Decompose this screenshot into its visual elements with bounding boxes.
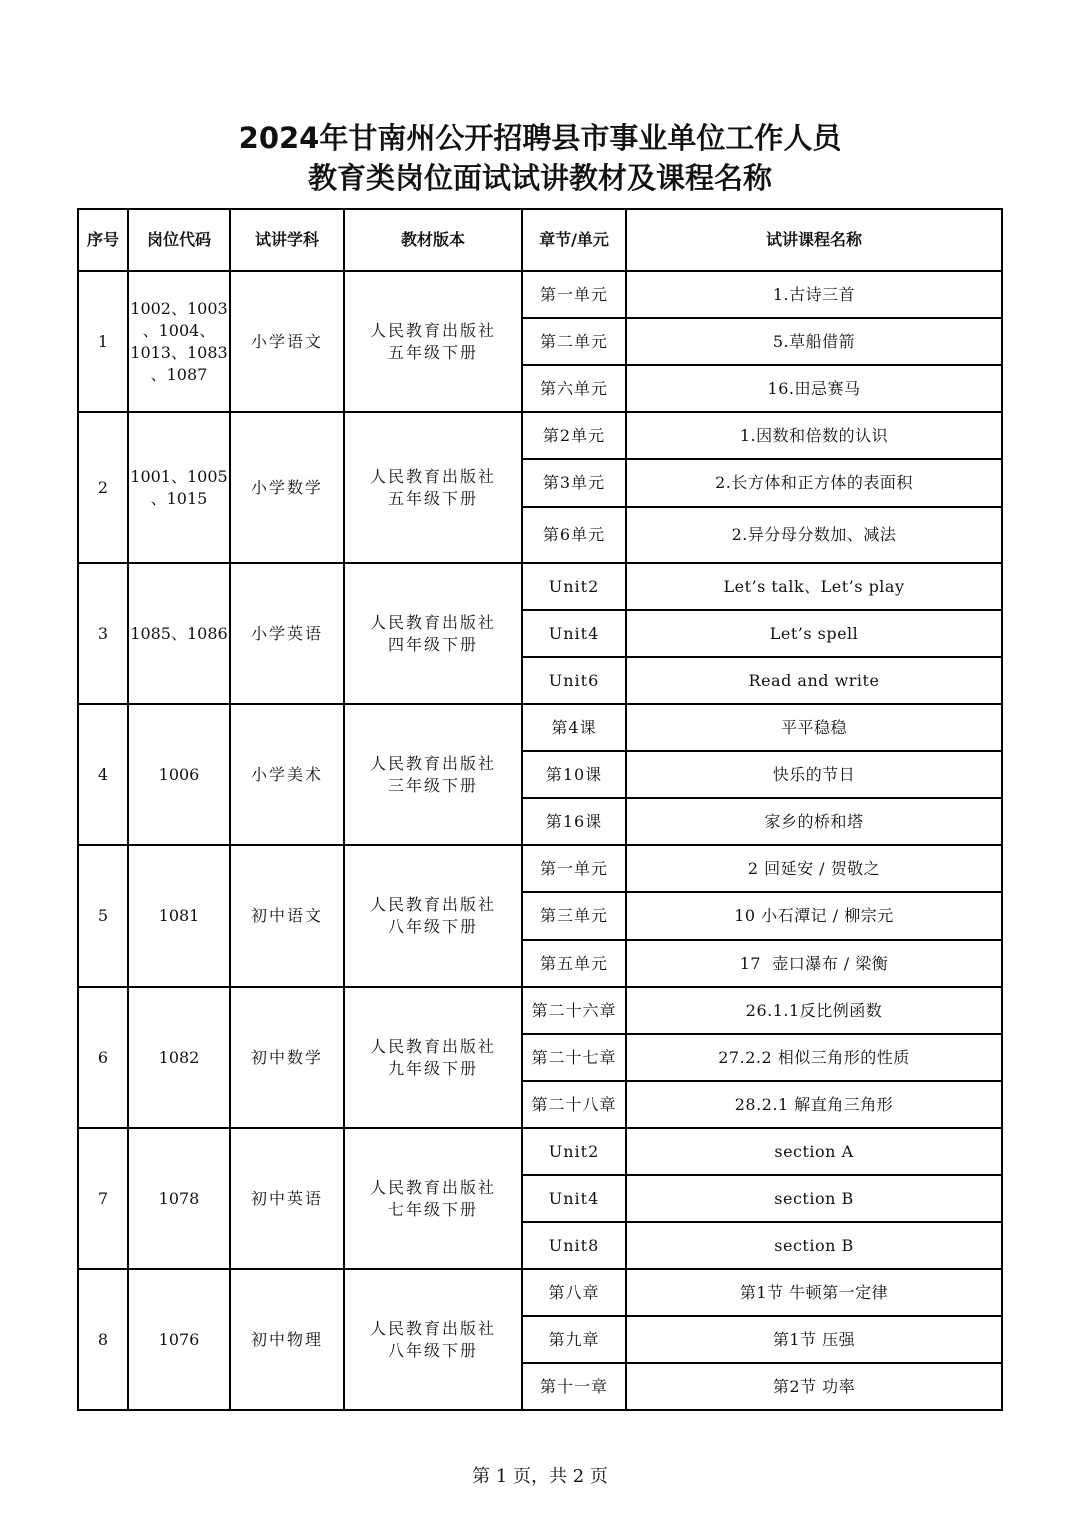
post-code-line: 1001、1005 <box>130 466 228 486</box>
document-title-line-1: 2024年甘南州公开招聘县市事业单位工作人员 <box>238 121 842 155</box>
cell-chapter: Unit2 <box>522 1128 626 1175</box>
cell-course-name: 2.长方体和正方体的表面积 <box>626 459 1002 507</box>
cell-textbook <box>344 845 522 987</box>
post-code-line: 1082 <box>158 1047 200 1067</box>
textbook-line: 八年级下册 <box>387 1340 478 1360</box>
cell-post-code <box>128 563 230 704</box>
cell-chapter: 第一单元 <box>522 271 626 318</box>
post-code-line: 、1015 <box>150 488 208 508</box>
cell-course-name: 第2节 功率 <box>626 1363 1002 1410</box>
cell-textbook <box>344 271 522 412</box>
cell-chapter: Unit8 <box>522 1222 626 1269</box>
textbook-line: 人民教育出版社 <box>369 1177 496 1197</box>
cell-course-name: 第1节 压强 <box>626 1316 1002 1363</box>
cell-chapter: Unit4 <box>522 1175 626 1222</box>
cell-course-name: section A <box>626 1128 1002 1175</box>
post-code-line: 1085、1086 <box>130 623 228 643</box>
textbook-line: 人民教育出版社 <box>369 1318 496 1338</box>
textbook-line: 七年级下册 <box>387 1199 478 1219</box>
cell-course-name: 1.因数和倍数的认识 <box>626 412 1002 459</box>
cell-serial: 2 <box>78 412 128 563</box>
cell-post-code <box>128 1128 230 1269</box>
table-row <box>78 1128 1002 1175</box>
header-subject: 试讲学科 <box>230 209 344 271</box>
table-row <box>78 412 1002 459</box>
table-row <box>78 1269 1002 1316</box>
header-serial: 序号 <box>78 209 128 271</box>
cell-course-name: 2.异分母分数加、减法 <box>626 507 1002 563</box>
cell-post-code <box>128 1269 230 1410</box>
cell-textbook <box>344 1269 522 1410</box>
cell-serial: 7 <box>78 1128 128 1269</box>
cell-chapter: 第3单元 <box>522 459 626 507</box>
cell-course-name: section B <box>626 1222 1002 1269</box>
cell-course-name: 平平稳稳 <box>626 704 1002 751</box>
cell-subject: 小学英语 <box>230 563 344 704</box>
post-code-line: 1081 <box>158 906 200 925</box>
cell-textbook <box>344 1128 522 1269</box>
header-textbook: 教材版本 <box>344 209 522 271</box>
table-row <box>78 271 1002 318</box>
cell-subject: 初中英语 <box>230 1128 344 1269</box>
cell-serial: 4 <box>78 704 128 845</box>
textbook-line: 三年级下册 <box>387 775 478 795</box>
cell-chapter: 第五单元 <box>522 940 626 987</box>
cell-chapter: 第一单元 <box>522 845 626 892</box>
cell-chapter: 第16课 <box>522 798 626 845</box>
cell-course-name: Let’s talk、Let’s play <box>626 563 1002 610</box>
cell-course-name: 16.田忌赛马 <box>626 365 1002 412</box>
post-code-line: 1002、1003 <box>130 298 228 318</box>
cell-post-code <box>128 412 230 563</box>
table-row <box>78 845 1002 892</box>
cell-chapter: 第二十六章 <box>522 987 626 1034</box>
cell-course-name: 27.2.2 相似三角形的性质 <box>626 1034 1002 1081</box>
post-code-line: 1076 <box>158 1329 200 1349</box>
textbook-line: 人民教育出版社 <box>369 612 496 632</box>
cell-course-name: 第1节 牛顿第一定律 <box>626 1269 1002 1316</box>
cell-serial: 6 <box>78 987 128 1128</box>
cell-post-code <box>128 704 230 845</box>
cell-post-code <box>128 271 230 412</box>
cell-course-name: 28.2.1 解直角三角形 <box>626 1081 1002 1128</box>
post-code-line: 、1004、 <box>142 320 216 340</box>
cell-course-name: 1.古诗三首 <box>626 271 1002 318</box>
cell-chapter: 第九章 <box>522 1316 626 1363</box>
cell-chapter: 第2单元 <box>522 412 626 459</box>
cell-chapter: 第六单元 <box>522 365 626 412</box>
cell-course-name: Let’s spell <box>626 610 1002 657</box>
cell-textbook <box>344 704 522 845</box>
cell-subject: 初中语文 <box>230 845 344 987</box>
cell-chapter: 第10课 <box>522 751 626 798</box>
cell-course-name: section B <box>626 1175 1002 1222</box>
document-title-line-2: 教育类岗位面试试讲教材及课程名称 <box>307 161 772 195</box>
textbook-line: 五年级下册 <box>387 488 478 508</box>
cell-course-name: 5.草船借箭 <box>626 318 1002 365</box>
cell-chapter: 第二单元 <box>522 318 626 365</box>
cell-post-code <box>128 987 230 1128</box>
cell-subject: 初中数学 <box>230 987 344 1128</box>
cell-textbook <box>344 412 522 563</box>
cell-serial: 1 <box>78 271 128 412</box>
cell-course-name: 26.1.1反比例函数 <box>626 987 1002 1034</box>
cell-chapter: 第八章 <box>522 1269 626 1316</box>
table-row <box>78 987 1002 1034</box>
cell-course-name: Read and write <box>626 657 1002 704</box>
cell-subject: 初中物理 <box>230 1269 344 1410</box>
post-code-line: 、1087 <box>150 364 208 384</box>
cell-textbook <box>344 987 522 1128</box>
post-code-line: 1078 <box>158 1188 200 1208</box>
textbook-line: 人民教育出版社 <box>369 895 496 914</box>
cell-chapter: 第6单元 <box>522 507 626 563</box>
table-body <box>78 271 1002 1410</box>
cell-chapter: 第三单元 <box>522 892 626 940</box>
textbook-line: 人民教育出版社 <box>369 320 496 340</box>
cell-subject: 小学数学 <box>230 412 344 563</box>
textbook-line: 四年级下册 <box>387 634 478 654</box>
cell-chapter: 第4课 <box>522 704 626 751</box>
table-header-row <box>78 209 1002 271</box>
cell-serial: 3 <box>78 563 128 704</box>
cell-course-name: 2 回延安 / 贺敬之 <box>626 845 1002 892</box>
cell-course-name: 10 小石潭记 / 柳宗元 <box>626 892 1002 940</box>
textbook-line: 人民教育出版社 <box>369 1036 496 1056</box>
cell-textbook <box>344 563 522 704</box>
page-footer: 第 1 页，共 2 页 <box>472 1466 608 1487</box>
textbook-line: 八年级下册 <box>387 917 478 936</box>
cell-course-name: 快乐的节日 <box>626 751 1002 798</box>
table-row <box>78 563 1002 610</box>
post-code-line: 1013、1083 <box>130 342 228 362</box>
header-course-name: 试讲课程名称 <box>626 209 1002 271</box>
cell-serial: 5 <box>78 845 128 987</box>
cell-chapter: 第二十七章 <box>522 1034 626 1081</box>
table-row <box>78 704 1002 751</box>
cell-chapter: 第二十八章 <box>522 1081 626 1128</box>
textbook-line: 人民教育出版社 <box>369 753 496 773</box>
post-code-line: 1006 <box>158 764 200 784</box>
cell-serial: 8 <box>78 1269 128 1410</box>
lecture-table <box>77 208 1003 1411</box>
header-chapter: 章节/单元 <box>522 209 626 271</box>
cell-chapter: 第十一章 <box>522 1363 626 1410</box>
cell-chapter: Unit6 <box>522 657 626 704</box>
header-post-code: 岗位代码 <box>128 209 230 271</box>
cell-course-name: 17 壶口瀑布 / 梁衡 <box>626 940 1002 987</box>
cell-chapter: Unit4 <box>522 610 626 657</box>
cell-subject: 小学美术 <box>230 704 344 845</box>
cell-chapter: Unit2 <box>522 563 626 610</box>
cell-post-code <box>128 845 230 987</box>
cell-subject: 小学语文 <box>230 271 344 412</box>
textbook-line: 人民教育出版社 <box>369 466 496 486</box>
cell-course-name: 家乡的桥和塔 <box>626 798 1002 845</box>
textbook-line: 九年级下册 <box>387 1058 478 1078</box>
textbook-line: 五年级下册 <box>387 342 478 362</box>
